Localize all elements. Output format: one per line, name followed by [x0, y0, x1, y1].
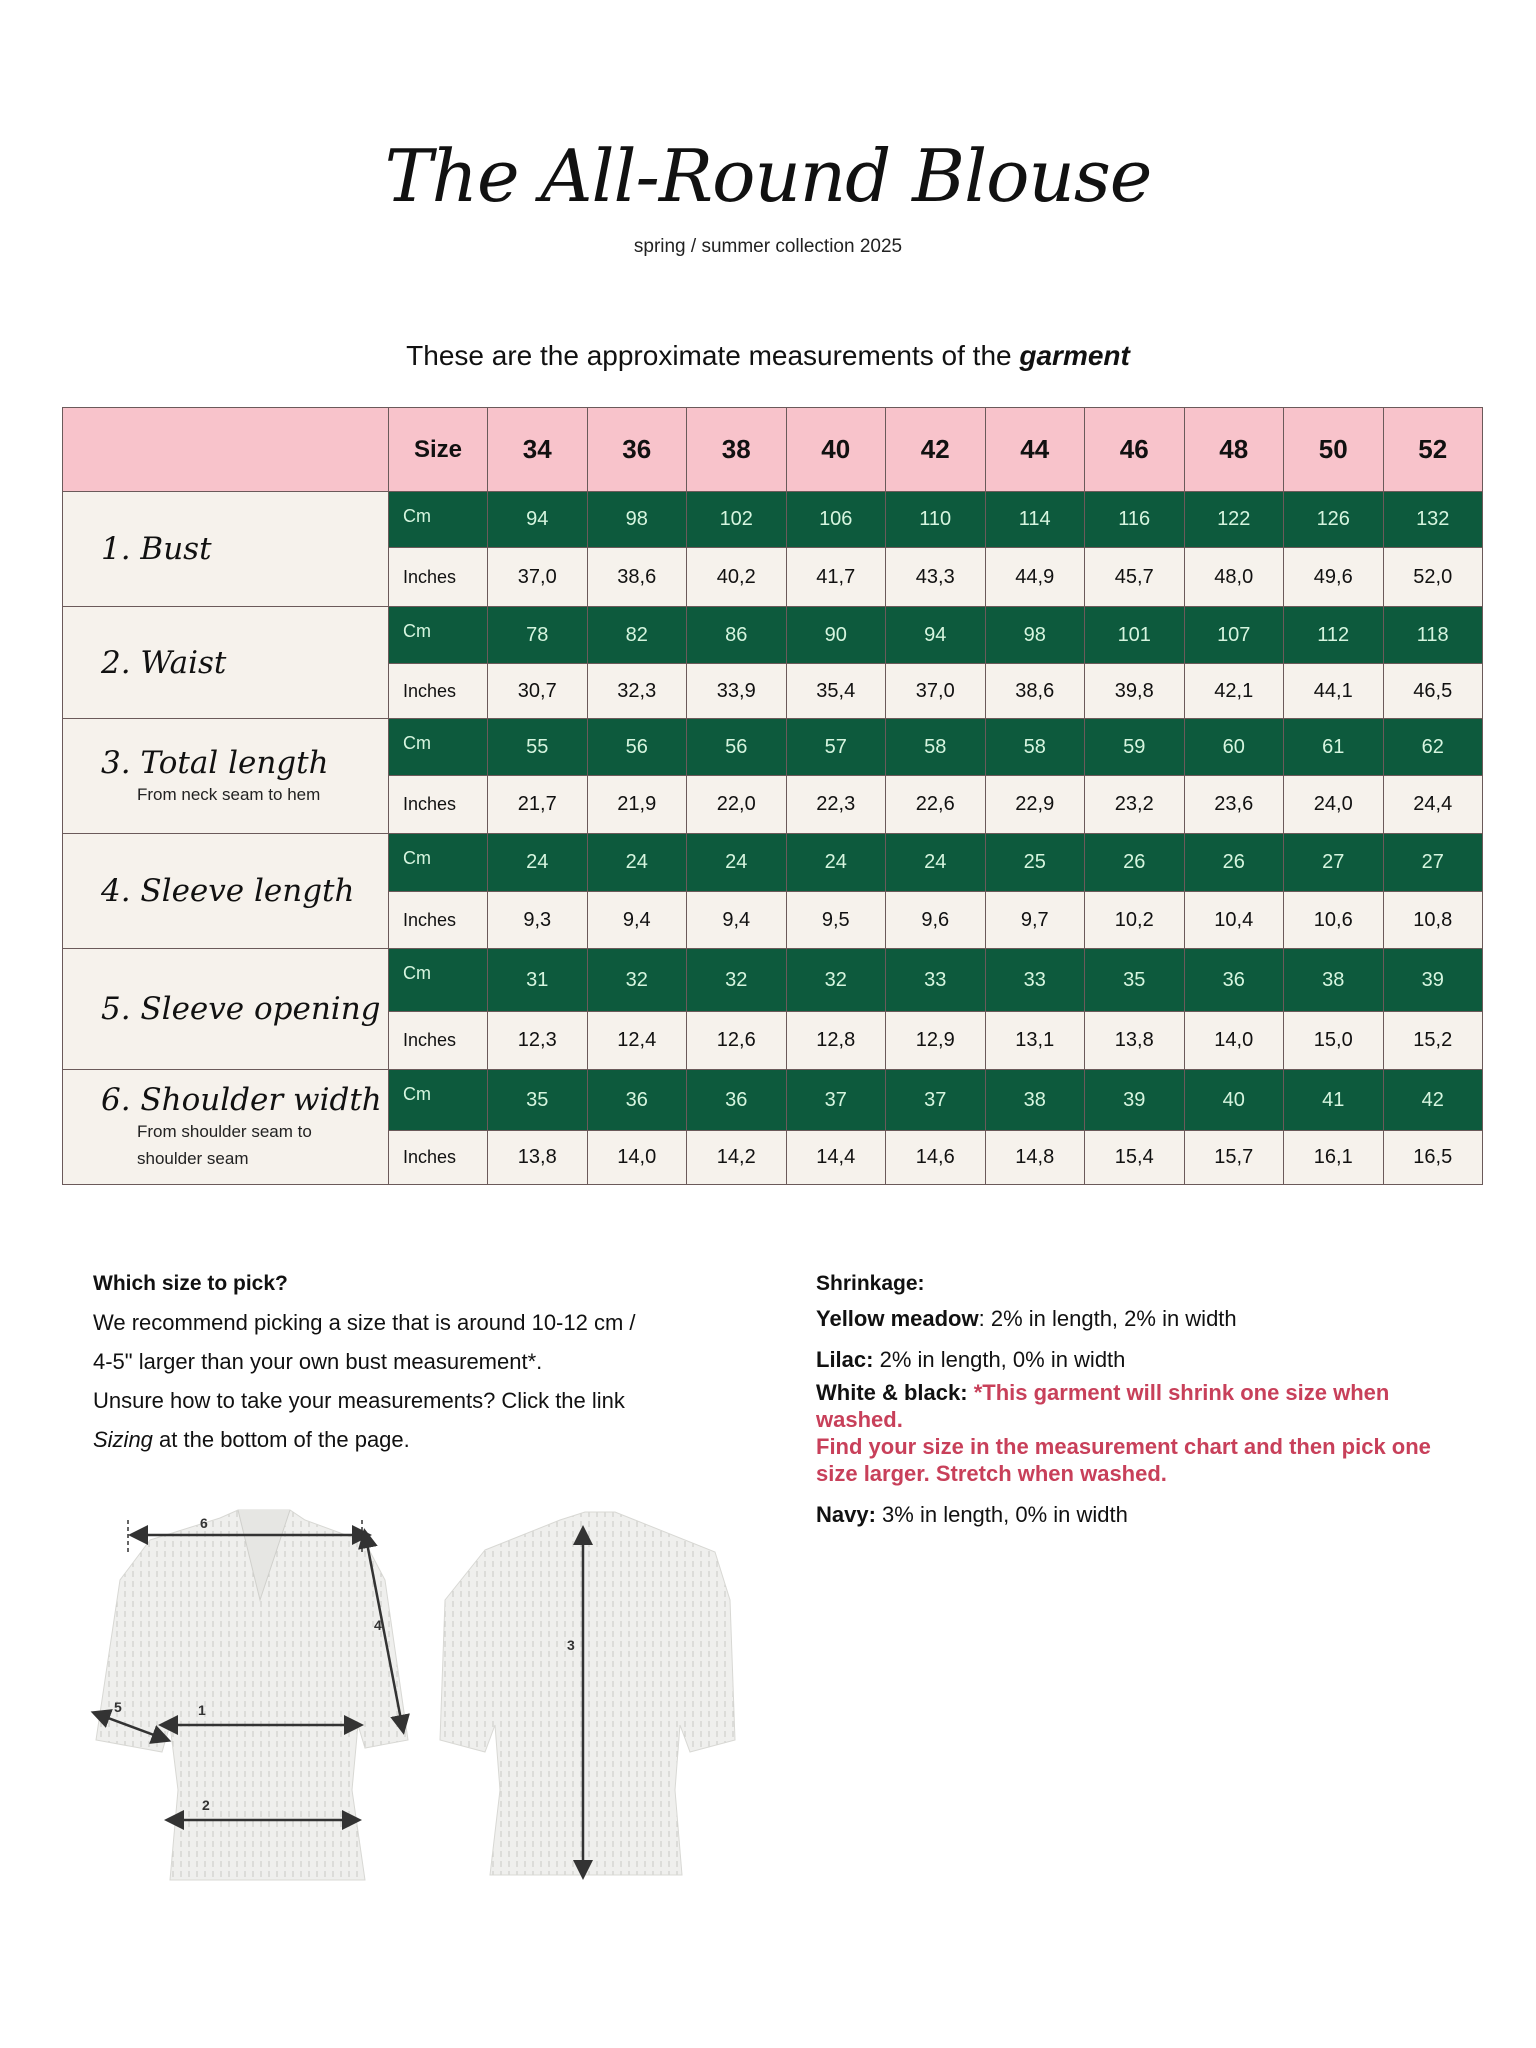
shrinkage-value: 2% in length, 2% in width [990, 1306, 1237, 1331]
size-chart-table [62, 407, 1483, 1185]
inches-value: 24,4 [1383, 776, 1483, 834]
inches-value: 12,4 [587, 1012, 687, 1070]
inches-value: 39,8 [1085, 664, 1185, 719]
cm-value: 122 [1184, 492, 1284, 548]
cm-value: 27 [1284, 834, 1384, 892]
cm-row [63, 949, 1483, 1012]
cm-value: 27 [1383, 834, 1483, 892]
cm-value: 94 [886, 607, 986, 664]
inches-value: 14,6 [886, 1131, 986, 1185]
cm-value: 24 [687, 834, 787, 892]
unit-cm: Cm [389, 607, 488, 664]
inches-value: 14,4 [786, 1131, 886, 1185]
fabric-color: Lilac: [816, 1347, 874, 1372]
measurement-name: 1. Bust [101, 531, 212, 567]
cm-value: 61 [1284, 719, 1384, 776]
measurement-label [63, 1070, 389, 1185]
inches-value: 32,3 [587, 664, 687, 719]
cm-value: 94 [488, 492, 588, 548]
label-2: 2 [202, 1797, 210, 1813]
inches-value: 9,4 [687, 892, 787, 949]
measurements-intro [0, 340, 1536, 372]
cm-row [63, 1070, 1483, 1131]
inches-value: 15,0 [1284, 1012, 1384, 1070]
fabric-color: White & black: [816, 1380, 968, 1405]
shrinkage-item [816, 1501, 1476, 1528]
measurement-name: 6. Shoulder width [101, 1082, 382, 1118]
size-header: 40 [786, 408, 886, 492]
size-header: 50 [1284, 408, 1384, 492]
cm-value: 32 [786, 949, 886, 1012]
blouse-diagram-icon [90, 1490, 740, 1890]
cm-value: 32 [687, 949, 787, 1012]
inches-value: 12,9 [886, 1012, 986, 1070]
inches-value: 14,0 [1184, 1012, 1284, 1070]
size-header-row [63, 408, 1483, 492]
inches-value: 37,0 [886, 664, 986, 719]
inches-value: 48,0 [1184, 548, 1284, 607]
cm-value: 36 [587, 1070, 687, 1131]
inches-value: 40,2 [687, 548, 787, 607]
inches-value: 46,5 [1383, 664, 1483, 719]
corner-cell [63, 408, 389, 492]
cm-value: 82 [587, 607, 687, 664]
cm-row [63, 719, 1483, 776]
cm-value: 118 [1383, 607, 1483, 664]
inches-value: 22,9 [985, 776, 1085, 834]
cm-value: 39 [1085, 1070, 1185, 1131]
unit-inches: Inches [389, 892, 488, 949]
cm-value: 36 [1184, 949, 1284, 1012]
cm-value: 33 [985, 949, 1085, 1012]
cm-row [63, 607, 1483, 664]
measurement-label [63, 719, 389, 834]
unit-inches: Inches [389, 776, 488, 834]
cm-value: 24 [488, 834, 588, 892]
unit-inches: Inches [389, 1131, 488, 1185]
measurement-note: From shoulder seam to shoulder seam [137, 1122, 312, 1168]
inches-value: 44,1 [1284, 664, 1384, 719]
inches-value: 13,8 [1085, 1012, 1185, 1070]
cm-value: 98 [587, 492, 687, 548]
cm-value: 126 [1284, 492, 1384, 548]
cm-value: 110 [886, 492, 986, 548]
cm-value: 101 [1085, 607, 1185, 664]
measurement-illustration [90, 1490, 740, 1890]
cm-value: 37 [886, 1070, 986, 1131]
size-header: 34 [488, 408, 588, 492]
size-header: 36 [587, 408, 687, 492]
inches-value: 38,6 [587, 548, 687, 607]
measurement-name: 4. Sleeve length [101, 873, 355, 909]
measurement-label [63, 607, 389, 719]
inches-value: 12,8 [786, 1012, 886, 1070]
cm-value: 98 [985, 607, 1085, 664]
inches-value: 24,0 [1284, 776, 1384, 834]
inches-value: 23,6 [1184, 776, 1284, 834]
cm-value: 33 [886, 949, 986, 1012]
inches-value: 16,1 [1284, 1131, 1384, 1185]
which-size-line [93, 1420, 733, 1459]
label-5: 5 [114, 1699, 122, 1715]
unit-cm: Cm [389, 492, 488, 548]
inches-value: 9,6 [886, 892, 986, 949]
measurement-label [63, 949, 389, 1070]
inches-value: 15,7 [1184, 1131, 1284, 1185]
shrinkage-section [816, 1264, 1476, 1534]
shrinkage-item [816, 1305, 1476, 1332]
inches-value: 33,9 [687, 664, 787, 719]
which-size-line: We recommend picking a size that is around 10-12 cm / [93, 1310, 636, 1335]
inches-value: 10,2 [1085, 892, 1185, 949]
inches-value: 12,6 [687, 1012, 787, 1070]
inches-value: 41,7 [786, 548, 886, 607]
page-title: The All-Round Blouse [384, 134, 1152, 218]
cm-value: 112 [1284, 607, 1384, 664]
cm-value: 62 [1383, 719, 1483, 776]
inches-value: 9,5 [786, 892, 886, 949]
inches-value: 9,7 [985, 892, 1085, 949]
inches-value: 22,0 [687, 776, 787, 834]
cm-value: 24 [886, 834, 986, 892]
shrinkage-item [816, 1346, 1476, 1373]
unit-cm: Cm [389, 719, 488, 776]
cm-value: 132 [1383, 492, 1483, 548]
which-size-line: Unsure how to take your measurements? Click the link [93, 1388, 625, 1413]
intro-text: These are the approximate measurements of the [406, 340, 1020, 371]
size-header: 42 [886, 408, 986, 492]
measurement-label [63, 834, 389, 949]
inches-value: 21,9 [587, 776, 687, 834]
size-header: 48 [1184, 408, 1284, 492]
inches-value: 30,7 [488, 664, 588, 719]
inches-value: 13,1 [985, 1012, 1085, 1070]
shrinkage-heading: Shrinkage: [816, 1272, 925, 1295]
inches-value: 9,3 [488, 892, 588, 949]
label-6: 6 [200, 1515, 208, 1531]
cm-value: 35 [488, 1070, 588, 1131]
cm-value: 116 [1085, 492, 1185, 548]
cm-value: 38 [985, 1070, 1085, 1131]
shrinkage-value: 2% in length, 0% in width [879, 1347, 1126, 1372]
measurement-label [63, 492, 389, 607]
shrinkage-item [816, 1379, 1476, 1433]
fabric-color: Yellow meadow [816, 1306, 979, 1331]
inches-value: 37,0 [488, 548, 588, 607]
cm-value: 41 [1284, 1070, 1384, 1131]
inches-value: 49,6 [1284, 548, 1384, 607]
label-1: 1 [198, 1702, 206, 1718]
inches-value: 22,3 [786, 776, 886, 834]
inches-value: 14,0 [587, 1131, 687, 1185]
cm-row [63, 834, 1483, 892]
inches-value: 22,6 [886, 776, 986, 834]
size-header: 44 [985, 408, 1085, 492]
inches-value: 9,4 [587, 892, 687, 949]
front-blouse [96, 1510, 408, 1880]
cm-value: 58 [985, 719, 1085, 776]
cm-value: 114 [985, 492, 1085, 548]
size-header: 46 [1085, 408, 1185, 492]
cm-value: 55 [488, 719, 588, 776]
inches-value: 10,6 [1284, 892, 1384, 949]
inches-value: 45,7 [1085, 548, 1185, 607]
inches-value: 12,3 [488, 1012, 588, 1070]
back-blouse [440, 1512, 735, 1875]
cm-value: 86 [687, 607, 787, 664]
cm-value: 78 [488, 607, 588, 664]
collection-subtitle: spring / summer collection 2025 [633, 236, 903, 257]
inches-value: 15,4 [1085, 1131, 1185, 1185]
cm-value: 36 [687, 1070, 787, 1131]
cm-value: 38 [1284, 949, 1384, 1012]
size-header: 38 [687, 408, 787, 492]
unit-inches: Inches [389, 1012, 488, 1070]
inches-value: 16,5 [1383, 1131, 1483, 1185]
size-header: 52 [1383, 408, 1483, 492]
inches-value: 35,4 [786, 664, 886, 719]
measurement-name: 2. Waist [101, 644, 227, 681]
which-size-text: at the bottom of the page. [152, 1427, 410, 1452]
label-4: 4 [374, 1617, 382, 1633]
unit-inches: Inches [389, 664, 488, 719]
intro-emphasis: garment [1019, 340, 1130, 371]
cm-value: 37 [786, 1070, 886, 1131]
cm-value: 58 [886, 719, 986, 776]
inches-value: 10,4 [1184, 892, 1284, 949]
inches-value: 15,2 [1383, 1012, 1483, 1070]
cm-row [63, 492, 1483, 548]
inches-value: 21,7 [488, 776, 588, 834]
inches-value: 38,6 [985, 664, 1085, 719]
inches-value: 10,8 [1383, 892, 1483, 949]
inches-value: 42,1 [1184, 664, 1284, 719]
cm-value: 26 [1184, 834, 1284, 892]
which-size-line: 4-5" larger than your own bust measurement*. [93, 1349, 543, 1374]
which-size-heading: Which size to pick? [93, 1272, 288, 1295]
fabric-color: Navy: [816, 1502, 876, 1527]
cm-value: 107 [1184, 607, 1284, 664]
cm-value: 39 [1383, 949, 1483, 1012]
cm-value: 106 [786, 492, 886, 548]
inches-value: 14,8 [985, 1131, 1085, 1185]
cm-value: 42 [1383, 1070, 1483, 1131]
cm-value: 59 [1085, 719, 1185, 776]
cm-value: 31 [488, 949, 588, 1012]
cm-value: 24 [786, 834, 886, 892]
shrinkage-value: 3% in length, 0% in width [882, 1502, 1128, 1527]
cm-value: 56 [687, 719, 787, 776]
cm-value: 56 [587, 719, 687, 776]
cm-value: 32 [587, 949, 687, 1012]
measurement-name: 3. Total length [101, 744, 329, 781]
inches-value: 52,0 [1383, 548, 1483, 607]
measurement-note: From neck seam to hem [137, 784, 321, 804]
unit-cm: Cm [389, 834, 488, 892]
cm-value: 25 [985, 834, 1085, 892]
cm-value: 102 [687, 492, 787, 548]
cm-value: 40 [1184, 1070, 1284, 1131]
cm-value: 24 [587, 834, 687, 892]
cm-value: 90 [786, 607, 886, 664]
inches-value: 44,9 [985, 548, 1085, 607]
measurement-name: 5. Sleeve opening [101, 991, 381, 1027]
cm-value: 60 [1184, 719, 1284, 776]
label-3: 3 [567, 1637, 575, 1653]
inches-value: 43,3 [886, 548, 986, 607]
unit-cm: Cm [389, 949, 488, 1012]
cm-value: 57 [786, 719, 886, 776]
inches-value: 14,2 [687, 1131, 787, 1185]
size-label: Size [389, 408, 488, 492]
unit-cm: Cm [389, 1070, 488, 1131]
inches-value: 23,2 [1085, 776, 1185, 834]
cm-value: 35 [1085, 949, 1185, 1012]
shrink-warning: *This garment will shrink one size when washed. [816, 1380, 1390, 1432]
unit-inches: Inches [389, 548, 488, 607]
shrink-warning-advice: Find your size in the measurement chart and then pick one size larger. Stretch when washed. [816, 1434, 1431, 1486]
separator: : [978, 1306, 991, 1331]
sizing-link[interactable]: Sizing [93, 1427, 153, 1452]
cm-value: 26 [1085, 834, 1185, 892]
which-size-section [93, 1264, 733, 1459]
inches-value: 13,8 [488, 1131, 588, 1185]
